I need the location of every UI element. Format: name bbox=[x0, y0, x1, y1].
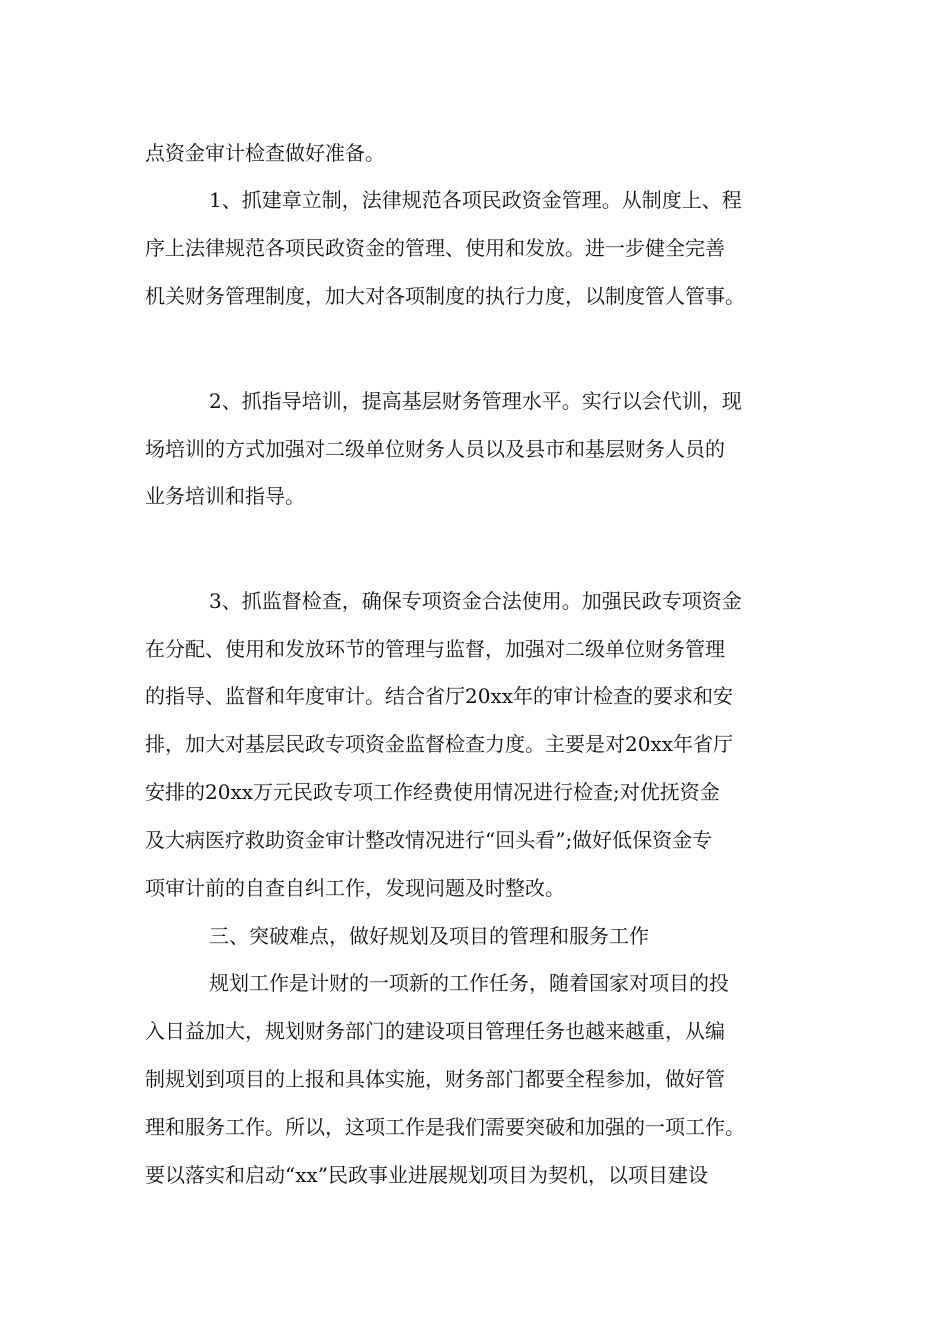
text-line: 的指导、监督和年度审计。结合省厅20xx年的审计检查的要求和安 bbox=[145, 684, 734, 708]
text-line: 制规划到项目的上报和具体实施，财务部门都要全程参加，做好管 bbox=[145, 1067, 725, 1091]
text-line: 及大病医疗救助资金审计整改情况进行“回头看”;做好低保资金专 bbox=[145, 828, 713, 852]
text-line: 点资金审计检查做好准备。 bbox=[145, 141, 385, 165]
text-line: 规划工作是计财的一项新的工作任务，随着国家对项目的投 bbox=[209, 971, 729, 995]
text-line: 场培训的方式加强对二级单位财务人员以及县市和基层财务人员的 bbox=[145, 437, 725, 461]
text-line: 排，加大对基层民政专项资金监督检查力度。主要是对20xx年省厅 bbox=[145, 732, 734, 756]
text-line: 在分配、使用和发放环节的管理与监督，加强对二级单位财务管理 bbox=[145, 637, 725, 661]
text-line: 序上法律规范各项民政资金的管理、使用和发放。进一步健全完善 bbox=[145, 236, 725, 260]
text-line: 项审计前的自查自纠工作，发现问题及时整改。 bbox=[145, 876, 565, 900]
text-line: 理和服务工作。所以，这项工作是我们需要突破和加强的一项工作。 bbox=[145, 1115, 745, 1139]
section-heading: 三、突破难点，做好规划及项目的管理和服务工作 bbox=[209, 924, 649, 948]
text-line: 业务培训和指导。 bbox=[145, 484, 305, 508]
text-line: 2、抓指导培训，提高基层财务管理水平。实行以会代训，现 bbox=[209, 389, 742, 413]
text-line: 入日益加大，规划财务部门的建设项目管理任务也越来越重，从编 bbox=[145, 1019, 725, 1043]
text-line: 要以落实和启动“xx”民政事业进展规划项目为契机，以项目建设 bbox=[145, 1163, 709, 1187]
text-line: 3、抓监督检查，确保专项资金合法使用。加强民政专项资金 bbox=[209, 589, 742, 613]
text-line: 1、抓建章立制，法律规范各项民政资金管理。从制度上、程 bbox=[209, 188, 742, 212]
text-line: 机关财务管理制度，加大对各项制度的执行力度，以制度管人管事。 bbox=[145, 284, 745, 308]
text-line: 安排的20xx万元民政专项工作经费使用情况进行检查;对优抚资金 bbox=[145, 780, 720, 804]
